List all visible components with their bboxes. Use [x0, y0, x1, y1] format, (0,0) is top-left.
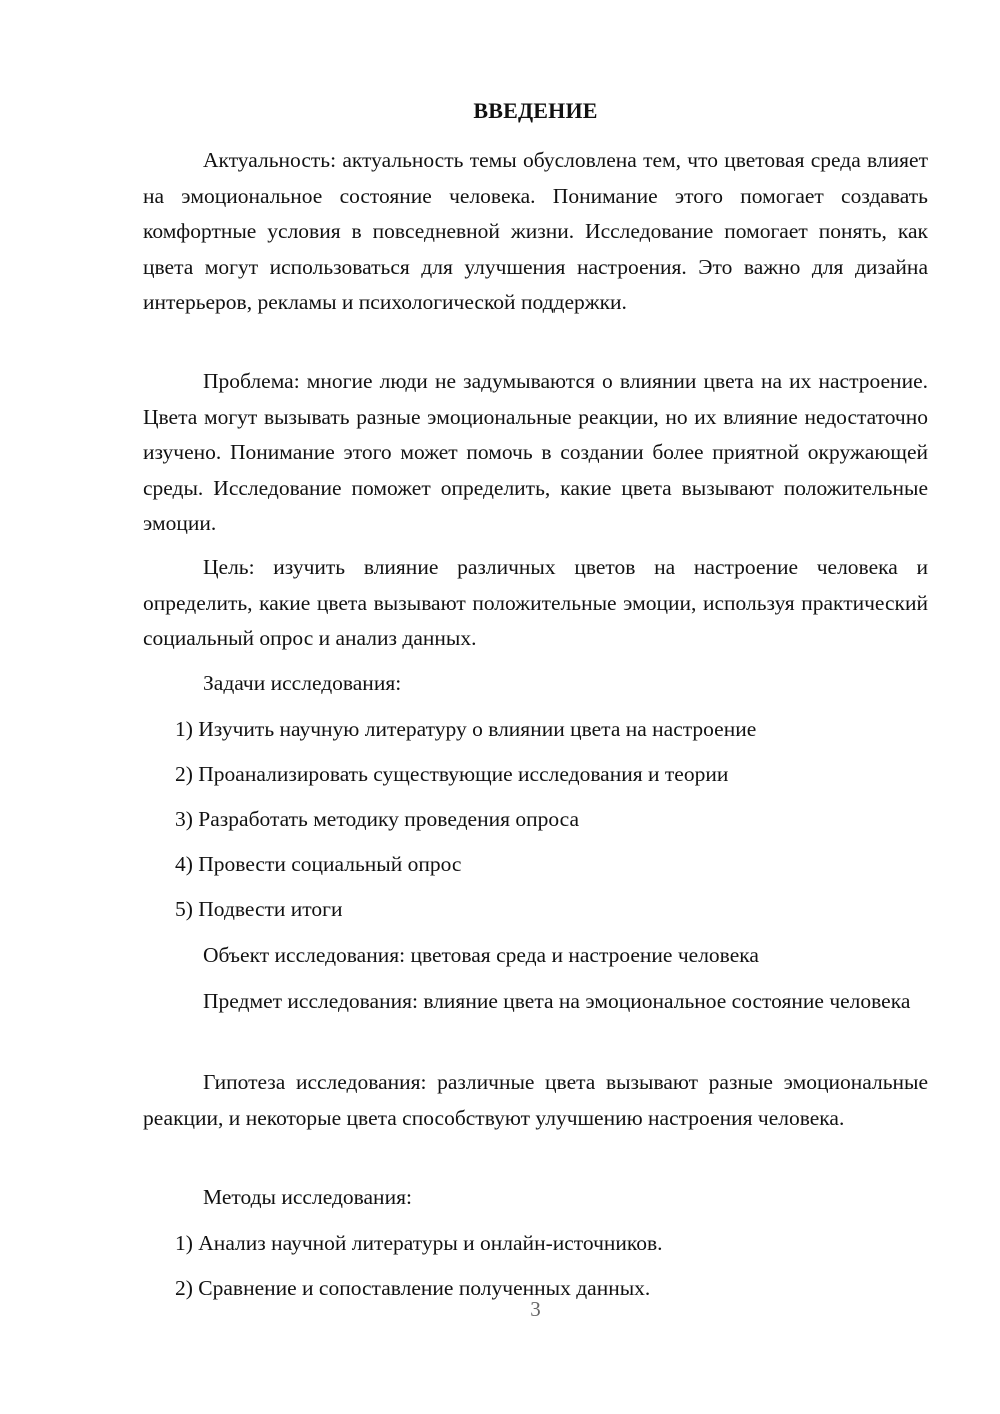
task-item-1: 1) Изучить научную литературу о влиянии цвета на настроение — [175, 717, 757, 741]
task-item-5: 5) Подвести итоги — [175, 897, 343, 921]
task-item-3: 3) Разработать методику проведения опроса — [175, 807, 579, 831]
relevance-paragraph: Актуальность: актуальность темы обусловлена тем, что цветовая среда влияет на эмоциональное состояние человека. Понимание этого помогает создавать комфортные условия в повседневной жизни. Исследование помогает понять, как цвета могут использоваться для улучшения настроения. Это важно для дизайна интерьеров, рекламы и психологической поддержки. — [143, 148, 928, 314]
object-paragraph: Объект исследования: цветовая среда и настроение человека — [203, 943, 759, 967]
tasks-title: Задачи исследования: — [203, 671, 402, 695]
task-item-2: 2) Проанализировать существующие исследования и теории — [175, 762, 729, 786]
problem-paragraph: Проблема: многие люди не задумываются о влиянии цвета на их настроение. Цвета могут вызывать разные эмоциональные реакции, но их влияние недостаточно изучено. Понимание этого может помочь в создании более приятной окружающей среды. Исследование поможет определить, какие цвета вызывают положительные эмоции. — [143, 369, 928, 535]
page-number: 3 — [530, 1297, 541, 1321]
document-heading: ВВЕДЕНИЕ — [473, 98, 598, 123]
task-item-4: 4) Провести социальный опрос — [175, 852, 462, 876]
method-item-1: 1) Анализ научной литературы и онлайн-источников. — [175, 1231, 663, 1255]
methods-title: Методы исследования: — [203, 1185, 412, 1209]
method-item-2: 2) Сравнение и сопоставление полученных данных. — [175, 1276, 651, 1300]
hypothesis-paragraph: Гипотеза исследования: различные цвета вызывают разные эмоциональные реакции, и некоторые цвета способствуют улучшению настроения человека. — [143, 1070, 928, 1130]
goal-paragraph: Цель: изучить влияние различных цветов на настроение человека и определить, какие цвета вызывают положительные эмоции, используя практический социальный опрос и анализ данных. — [143, 555, 928, 650]
subject-paragraph: Предмет исследования: влияние цвета на эмоциональное состояние человека — [203, 989, 911, 1013]
